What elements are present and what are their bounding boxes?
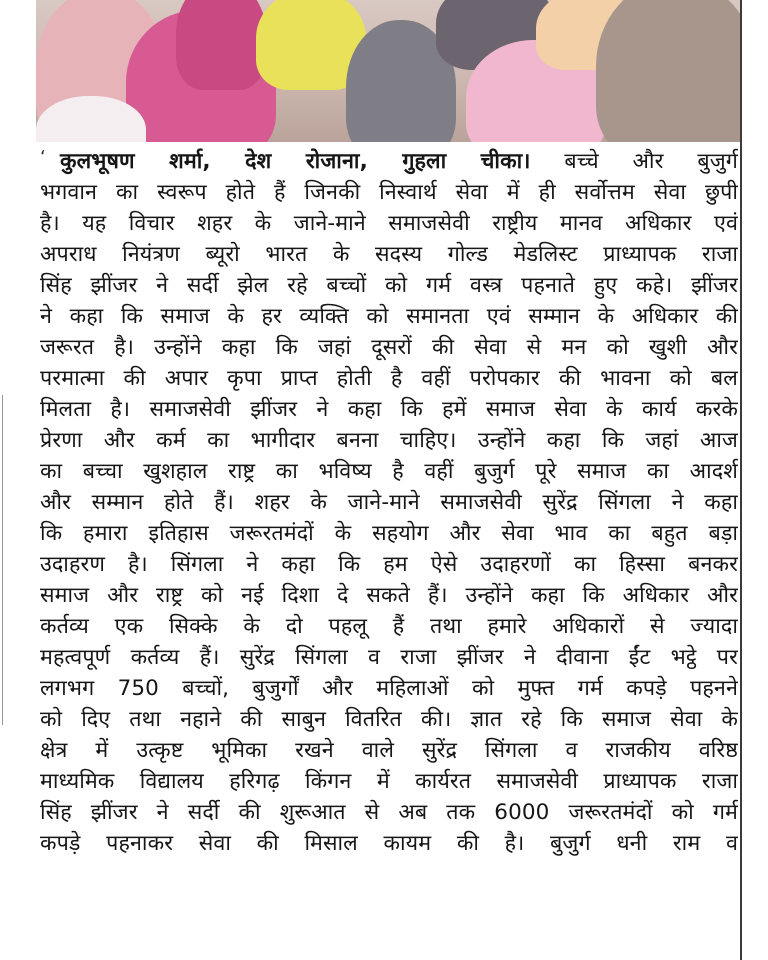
- article-line: कि हमारा इतिहास जरूरतमंदों के सहयोग और सेवा भाव का बहुत बड़ा: [40, 521, 738, 546]
- article-line: क्षेत्र में उत्कृष्ट भूमिका रखने वाले सुरेंद्र सिंगला व राजकीय वरिष्ठ: [40, 738, 738, 763]
- article-line: समाज और राष्ट्र को नई दिशा दे सकते हैं। उन्होंने कहा कि अधिकार और: [40, 583, 738, 608]
- article-line: भगवान का स्वरूप होते हैं जिनकी निस्वार्थ सेवा में ही सर्वोत्तम सेवा छुपी: [40, 180, 738, 205]
- article-line: [40, 146, 738, 177]
- quote-mark: ‘: [40, 147, 46, 168]
- article-line: ने कहा कि समाज के हर व्यक्ति को समानता एवं सम्मान के अधिकार की: [40, 304, 738, 329]
- article-line: का बच्चा खुशहाल राष्ट्र का भविष्य है वहीं बुजुर्ग पूरे समाज का आदर्श: [40, 459, 738, 484]
- news-photo: [36, 0, 740, 142]
- article-line: है। यह विचार शहर के जाने-माने समाजसेवी राष्ट्रीय मानव अधिकार एवं: [40, 211, 738, 236]
- photo-figure: [176, 0, 266, 90]
- article-line: माध्यमिक विद्यालय हरिगढ़ किंगन में कार्यरत समाजसेवी प्राध्यापक राजा: [40, 769, 738, 794]
- article-line: सिंह झींजर ने सर्दी झेल रहे बच्चों को गर्म वस्त्र पहनाते हुए कहे। झींजर: [40, 273, 738, 298]
- article-line: अपराध नियंत्रण ब्यूरो भारत के सदस्य गोल्ड मेडलिस्ट प्राध्यापक राजा: [40, 242, 738, 267]
- photo-figure: [596, 0, 740, 142]
- first-line-text: बच्चे और बुजुर्ग: [564, 149, 738, 174]
- column-rule: [740, 0, 742, 960]
- article-line: को दिए तथा नहाने की साबुन वितरित की। ज्ञात रहे कि समाज सेवा के: [40, 707, 738, 732]
- margin-rule: [2, 395, 3, 725]
- article-line: मिलता है। समाजसेवी झींजर ने कहा कि हमें समाज सेवा के कार्य करके: [40, 397, 738, 422]
- article-line: और सम्मान होते हैं। शहर के जाने-माने समाजसेवी सुरेंद्र सिंगला ने कहा: [40, 490, 738, 515]
- article-line: महत्वपूर्ण कर्तव्य हैं। सुरेंद्र सिंगला व राजा झींजर ने दीवाना ईंट भट्ठे पर: [40, 645, 738, 670]
- article-body: [40, 146, 738, 960]
- article-line: कपड़े पहनाकर सेवा की मिसाल कायम की है। बुजुर्ग धनी राम व: [40, 831, 738, 856]
- article-line: जरूरत है। उन्होंने कहा कि जहां दूसरों की सेवा से मन को खुशी और: [40, 335, 738, 360]
- article-line: प्रेरणा और कर्म का भागीदार बनना चाहिए। उन्होंने कहा कि जहां आज: [40, 428, 738, 453]
- article-line: सिंह झींजर ने सर्दी की शुरूआत से अब तक 6000 जरूरतमंदों को गर्म: [40, 800, 738, 825]
- article-line: परमात्मा की अपार कृपा प्राप्त होती है वहीं परोपकार की भावना को बल: [40, 366, 738, 391]
- article-line: उदाहरण है। सिंगला ने कहा कि हम ऐसे उदाहरणों का हिस्सा बनकर: [40, 552, 738, 577]
- byline: कुलभूषण शर्मा, देश रोजाना, गुहला चीका।: [60, 149, 531, 174]
- page-margin: [0, 0, 34, 960]
- article-line: कर्तव्य एक सिक्के के दो पहलू हैं तथा हमारे अधिकारों से ज्यादा: [40, 614, 738, 639]
- article-line: लगभग 750 बच्चों, बुजुर्गों और महिलाओं को मुफ्त गर्म कपड़े पहनने: [40, 676, 738, 701]
